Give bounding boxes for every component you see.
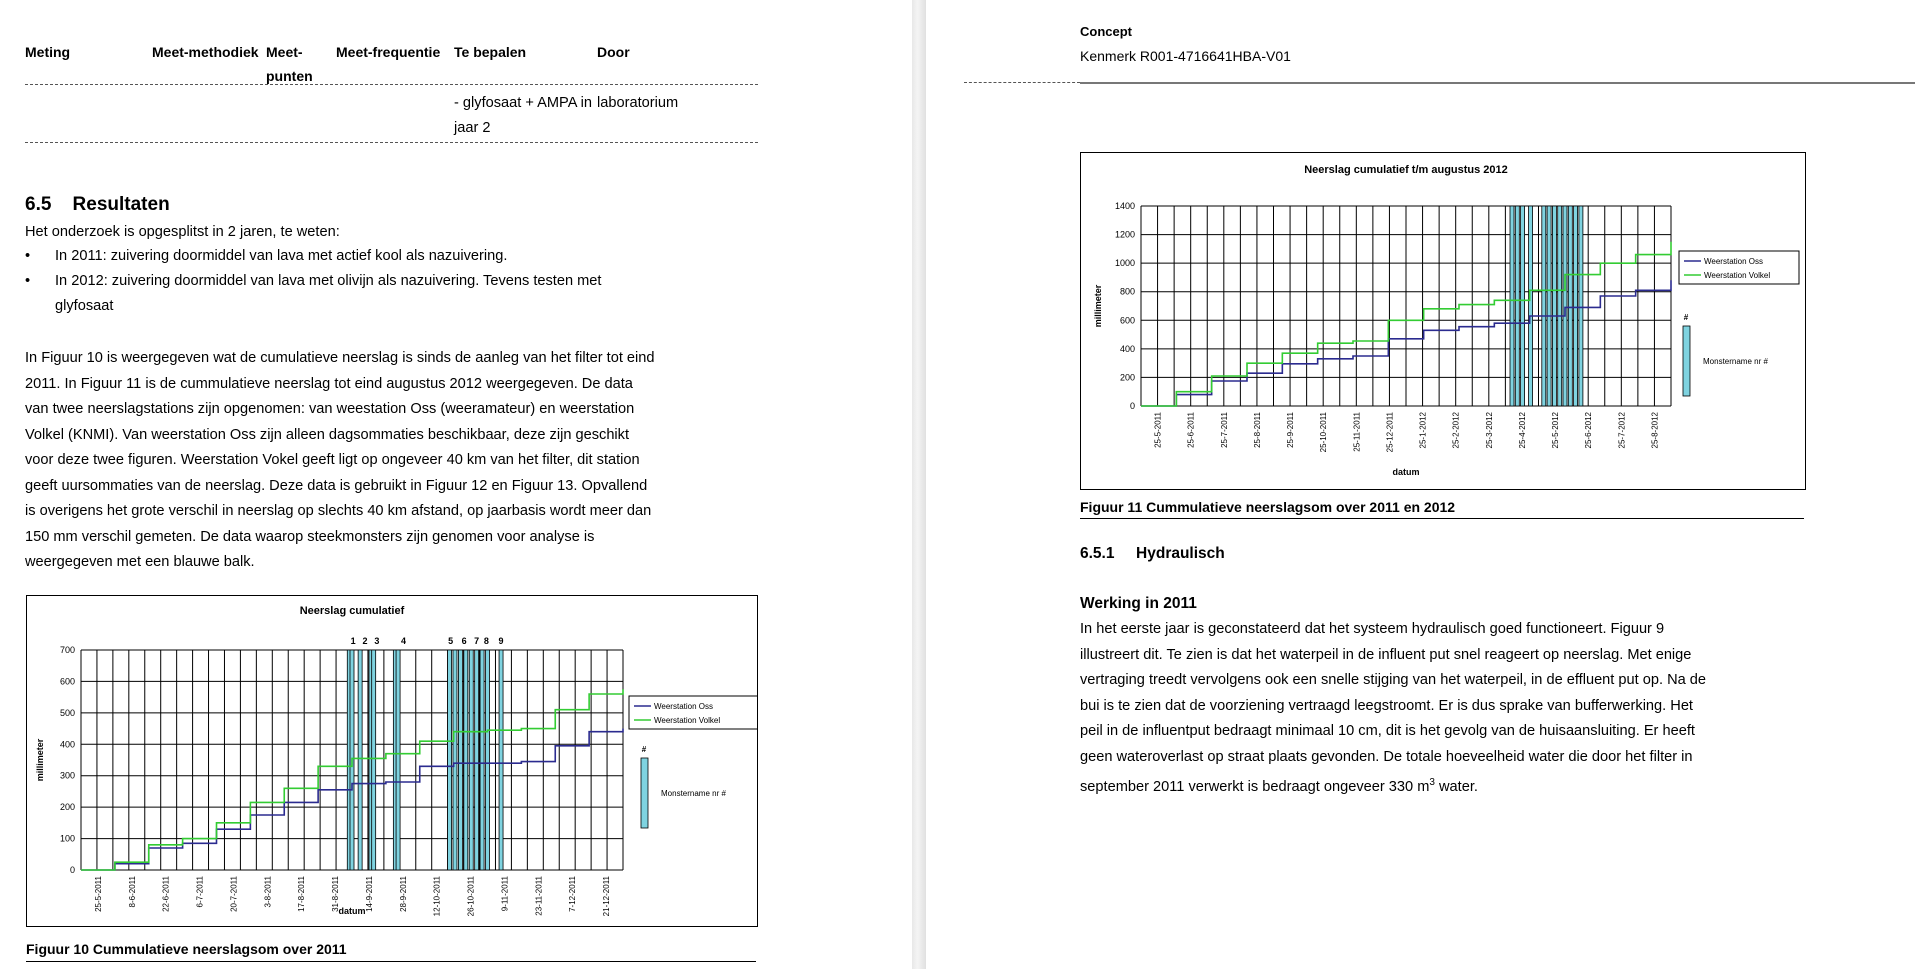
subsection-heading (1080, 545, 1225, 563)
paragraph-line: is overigens het grote verschil in neerslag op slechts 40 km afstand, op jaarbasis wordt meer dan (25, 503, 652, 519)
sample-legend-hash: # (1683, 313, 1689, 322)
paragraph-line: weergegeven met een blauwe balk. (25, 554, 255, 570)
y-tick-label: 400 (59, 739, 75, 750)
x-tick-label: 25-6-2012 (1584, 412, 1594, 449)
subsection-title: Hydraulisch (1136, 545, 1225, 562)
sample-bar (453, 650, 457, 870)
sample-bar (1563, 206, 1567, 406)
sample-bar (1552, 206, 1556, 406)
x-tick-label: 25-4-2012 (1517, 412, 1527, 449)
sample-bar (358, 650, 362, 870)
paragraph-line: In Figuur 10 is weergegeven wat de cumulatieve neerslag is sinds de aanleg van het filter tot eind (25, 350, 655, 366)
y-tick-label: 100 (59, 833, 75, 844)
sample-bar (469, 650, 473, 870)
last-line-tail: water. (1434, 778, 1478, 795)
x-tick-label: 25-6-2011 (1186, 412, 1196, 448)
y-tick-label: 300 (59, 770, 75, 781)
intro-text: Het onderzoek is opgesplitst in 2 jaren, te weten: (25, 224, 340, 240)
y-tick-label: 400 (1119, 343, 1135, 354)
x-tick-label: 25-2-2012 (1451, 412, 1461, 449)
paragraph-line: In het eerste jaar is geconstateerd dat het systeem hydraulisch goed functioneert. Figuur 9 (1080, 621, 1665, 637)
x-tick-label: 28-9-2011 (398, 876, 408, 912)
sample-bar (1529, 206, 1533, 406)
sample-bar (1574, 206, 1578, 406)
sample-number-label: 9 (498, 636, 504, 646)
y-tick-label: 700 (59, 645, 75, 655)
sample-number-label: 6 (461, 636, 467, 646)
chart-title: Neerslag cumulatief t/m augustus 2012 (1304, 164, 1508, 176)
superscript-3: 3 (1429, 777, 1435, 788)
x-axis-label: datum (338, 906, 366, 916)
x-tick-label: 17-8-2011 (297, 876, 307, 912)
figure-10-frame (26, 595, 758, 927)
x-tick-label: 8-6-2011 (127, 876, 137, 908)
chart-title: Neerslag cumulatief (299, 605, 405, 617)
section-heading (25, 194, 170, 216)
sample-legend-hash: # (641, 745, 647, 754)
y-tick-label: 800 (1119, 286, 1135, 297)
table-cell-te-bepalen-2: jaar 2 (454, 120, 491, 136)
sample-legend-bar (641, 758, 648, 828)
sample-number-label: 1 (350, 636, 356, 646)
legend-label: Weerstation Volkel (1704, 271, 1771, 280)
figure-10-chart (27, 596, 757, 926)
x-tick-label: 14-9-2011 (364, 876, 374, 912)
x-tick-label: 25-5-2011 (1153, 412, 1163, 448)
x-tick-label: 25-5-2012 (1551, 412, 1561, 449)
figure-11-caption: Figuur 11 Cummulatieve neerslagsom over 2011 en 2012 (1080, 499, 1456, 515)
paragraph-line: 2011. In Figuur 11 is de cummulatieve neerslag tot eind augustus 2012 weergegeven. De data (25, 375, 633, 392)
table-cell-door: laboratorium (597, 95, 679, 111)
x-tick-label: 23-11-2011 (534, 876, 544, 916)
x-tick-label: 25-5-2011 (93, 876, 103, 912)
x-tick-label: 25-1-2012 (1418, 412, 1428, 449)
y-tick-label: 200 (59, 802, 75, 813)
x-tick-label: 20-7-2011 (229, 876, 239, 912)
legend-label: Weerstation Oss (654, 702, 713, 711)
sample-bar (499, 650, 503, 870)
x-tick-label: 25-9-2011 (1286, 412, 1296, 448)
x-tick-label: 25-3-2012 (1484, 412, 1494, 449)
y-tick-label: 0 (1129, 401, 1135, 411)
paragraph-line: peil in de influentput bedraagt minimaal 10 cm, dit is het gevolg van de huisaansluiting. Er heeft (1080, 723, 1695, 739)
header-divider-dotted (964, 82, 1080, 83)
sample-bar (1510, 206, 1514, 406)
x-tick-label: 12-10-2011 (432, 876, 442, 917)
paragraph-line: 150 mm verschil gemeten. De data waarop steekmonsters zijn genomen voor analyse is (25, 528, 595, 545)
paragraph-line: van twee neerslagstations zijn opgenomen: van weestation Oss (weeramateur) en weerstation (25, 401, 635, 417)
table-header-punten: punten (266, 68, 313, 84)
last-line-text: september 2011 verwerkt is bedraagt ongeveer 330 m (1080, 778, 1430, 795)
caption-underline (1080, 518, 1804, 519)
x-tick-label: 25-7-2012 (1617, 412, 1627, 449)
y-tick-label: 1200 (1114, 229, 1135, 240)
sample-number-label: 8 (483, 636, 489, 646)
x-tick-label: 22-6-2011 (161, 876, 171, 912)
y-tick-label: 1400 (1114, 201, 1135, 211)
subheading-werking: Werking in 2011 (1080, 595, 1197, 612)
paragraph-line: geen wateroverlast op straat plaats gevonden. De totale hoeveelheid water die door het filter in (1080, 748, 1693, 765)
sample-bar (475, 650, 479, 870)
sample-number-label: 5 (448, 636, 454, 646)
sample-number-label: 4 (400, 636, 406, 646)
x-tick-label: 6-7-2011 (195, 876, 205, 908)
sample-bar (486, 650, 490, 870)
sample-legend-label: Monstername nr # (661, 789, 726, 798)
paragraph-line: Volkel (KNMI). Van weerstation Oss zijn alleen dagsommaties beschikbaar, deze zijn geschikt (25, 426, 630, 443)
table-cell-te-bepalen: - glyfosaat + AMPA in (454, 95, 593, 111)
x-tick-label: 9-11-2011 (500, 876, 510, 912)
y-axis-label: millimeter (35, 738, 45, 782)
paragraph-line: geeft uursommaties van de neerslag. Deze data is gebruikt in Figuur 12 en Figuur 13. Opvallend (25, 477, 648, 494)
table-divider-bottom (25, 142, 758, 143)
header-reference: Kenmerk R001-4716641HBA-V01 (1080, 48, 1291, 64)
y-tick-label: 1000 (1114, 258, 1135, 269)
y-axis-label: millimeter (1093, 284, 1103, 328)
paragraph-line-last (1080, 770, 1860, 800)
table-header-door: Door (597, 44, 630, 60)
sample-legend-label: Monstername nr # (1703, 357, 1768, 366)
table-header-meet-punten: Meet- (266, 44, 303, 60)
table-header-te-bepalen: Te bepalen (454, 44, 527, 60)
sample-number-label: 2 (362, 636, 368, 646)
sample-bar (1521, 206, 1525, 406)
figure-10-caption: Figuur 10 Cummulatieve neerslagsom over 2011 (26, 941, 347, 957)
x-tick-label: 3-8-2011 (263, 876, 273, 908)
x-tick-label: 25-11-2011 (1352, 412, 1362, 452)
sample-bar (1558, 206, 1562, 406)
figure-11-frame (1080, 152, 1806, 490)
header-concept-label: Concept (1080, 24, 1132, 39)
table-header-meet-frequentie: Meet-frequentie (336, 44, 441, 60)
paragraph-line: voor deze twee figuren. Weerstation Vokel geeft ligt op ongeveer 40 km van het filter, dit station (25, 452, 640, 468)
sample-bar (1579, 206, 1583, 406)
x-tick-label: 7-12-2011 (568, 876, 578, 912)
y-tick-label: 500 (59, 707, 75, 718)
x-tick-label: 21-12-2011 (602, 876, 612, 917)
bullet-text-1: In 2011: zuivering doormiddel van lava met actief kool als nazuivering. (55, 248, 508, 264)
y-tick-label: 0 (69, 865, 75, 875)
sample-bar (458, 650, 462, 870)
sample-number-label: 7 (474, 636, 480, 646)
table-header-meting: Meting (25, 44, 71, 60)
x-tick-label: 25-8-2011 (1252, 412, 1262, 448)
figure-11-chart (1081, 153, 1805, 489)
document-page-right (926, 0, 1920, 969)
x-tick-label: 25-10-2011 (1319, 412, 1329, 453)
y-tick-label: 600 (59, 676, 75, 687)
bullet-text-continued: glyfosaat (55, 298, 114, 314)
sample-number-label: 3 (374, 636, 380, 646)
legend-label: Weerstation Volkel (654, 716, 721, 725)
header-divider (1080, 82, 1915, 84)
bullet-text-2: In 2012: zuivering doormiddel van lava met olivijn als nazuivering. Tevens testen met (55, 273, 602, 289)
sample-bar (448, 650, 452, 870)
x-tick-label: 25-7-2011 (1219, 412, 1229, 448)
section-title: Resultaten (72, 194, 170, 215)
paragraph-line: illustreert dit. Te zien is dat het waterpeil in de influent put snel reageert op neerslag. Met enige (1080, 646, 1692, 663)
caption-underline (26, 961, 756, 962)
subsection-number: 6.5.1 (1080, 545, 1115, 562)
x-tick-label: 25-8-2012 (1650, 412, 1660, 449)
y-tick-label: 600 (1119, 315, 1135, 326)
x-axis-label: datum (1392, 467, 1420, 477)
bullet-dot: • (25, 248, 31, 264)
paragraph-line: vertraging treedt vervolgens ook een snelle stijging van het waterpeil, in de effluent put op. Na de (1080, 672, 1707, 688)
sample-bar (480, 650, 484, 870)
paragraph-line: bui is te zien dat de voorziening vertraagd leegstroomt. Er is dus sprake van bufferwerking. Het (1080, 697, 1693, 714)
document-page-left (0, 0, 912, 969)
sample-bar (1515, 206, 1519, 406)
bullet-dot: • (25, 273, 31, 289)
section-number: 6.5 (25, 194, 52, 215)
x-tick-label: 25-12-2011 (1385, 412, 1395, 453)
x-tick-label: 26-10-2011 (466, 876, 476, 917)
sample-bar (396, 650, 400, 870)
page-gap (912, 0, 926, 969)
hydraulisch-paragraph (1080, 617, 1860, 800)
y-tick-label: 200 (1119, 372, 1135, 383)
sample-bar (1542, 206, 1546, 406)
table-header-meet-methodiek: Meet-methodiek (152, 44, 259, 60)
table-divider-top (25, 84, 758, 85)
sample-bar (1547, 206, 1551, 406)
x-tick-label: 31-8-2011 (331, 876, 341, 912)
legend-label: Weerstation Oss (1704, 257, 1763, 266)
sample-legend-bar (1683, 326, 1690, 396)
sample-bar (1568, 206, 1572, 406)
sample-bar (464, 650, 468, 870)
sample-bar (372, 650, 376, 870)
results-paragraph (25, 346, 765, 576)
